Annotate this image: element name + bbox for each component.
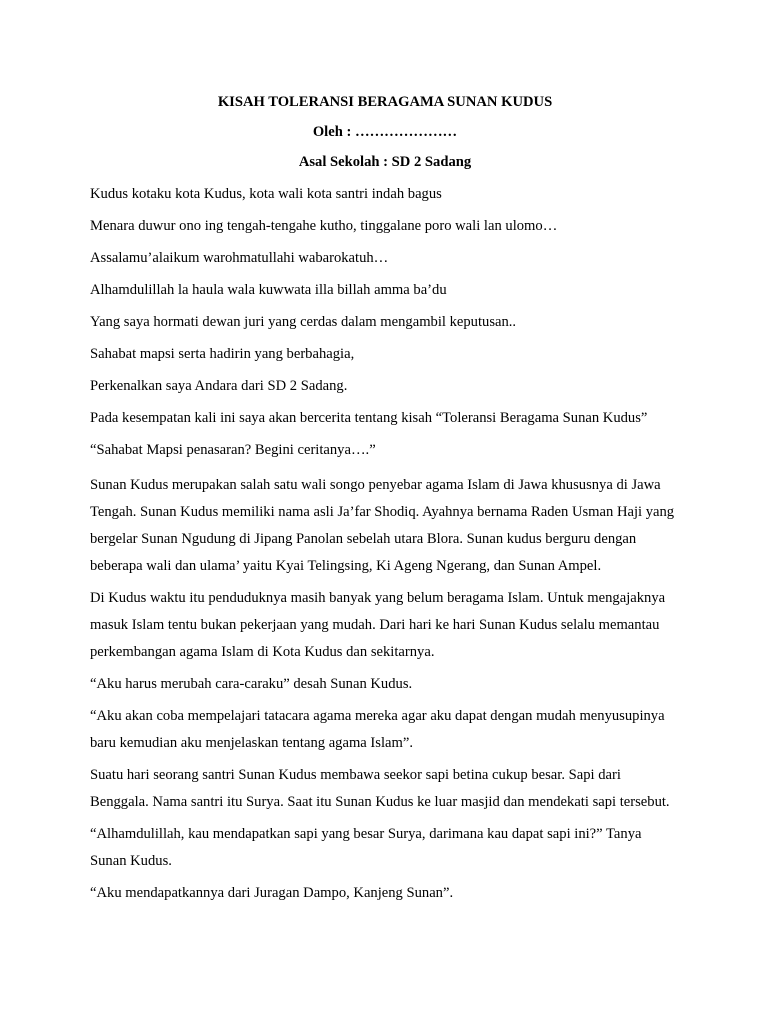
author-line: Oleh : …………………: [312, 124, 458, 140]
document-title: KISAH TOLERANSI BERAGAMA SUNAN KUDUS: [217, 94, 553, 110]
paragraph: “Aku harus merubah cara-caraku” desah Sunan Kudus.: [90, 676, 413, 692]
document-page: [90, 92, 680, 912]
paragraph: “Sahabat Mapsi penasaran? Begini ceritanya….”: [90, 442, 376, 458]
paragraph: Yang saya hormati dewan juri yang cerdas dalam mengambil keputusan..: [90, 314, 517, 330]
paragraph: Sunan Kudus merupakan salah satu wali songo penyebar agama Islam di Jawa khususnya di Jawa Tengah. Sunan Kudus memiliki nama asli Ja’far Shodiq. Ayahnya bernama Raden Usman Haji yang bergelar Sunan Ngudung di Jipang Panolan sebelah utara Blora. Sunan kudus berguru dengan beberapa wali dan ulama’ yaitu Kyai Telingsing, Ki Ageng Ngerang, dan Sunan Ampel.: [90, 477, 675, 574]
school-line: Asal Sekolah : SD 2 Sadang: [298, 154, 472, 170]
paragraph: Di Kudus waktu itu penduduknya masih banyak yang belum beragama Islam. Untuk mengajaknya masuk Islam tentu bukan pekerjaan yang mudah. Dari hari ke hari Sunan Kudus selalu memantau perkembangan agama Islam di Kota Kudus dan sekitarnya.: [90, 590, 666, 660]
paragraph: Pada kesempatan kali ini saya akan bercerita tentang kisah “Toleransi Beragama Sunan Kudus”: [90, 410, 648, 426]
paragraph: “Aku akan coba mempelajari tatacara agama mereka agar aku dapat dengan mudah menyusupinya baru kemudian aku menjelaskan tentang agama Islam”.: [90, 708, 665, 751]
paragraph: Assalamu’alaikum warohmatullahi wabarokatuh…: [90, 250, 389, 266]
paragraph: “Alhamdulillah, kau mendapatkan sapi yang besar Surya, darimana kau dapat sapi ini?” Tanya Sunan Kudus.: [90, 826, 642, 869]
paragraph: Perkenalkan saya Andara dari SD 2 Sadang.: [90, 378, 348, 394]
paragraph: Suatu hari seorang santri Sunan Kudus membawa seekor sapi betina cukup besar. Sapi dari Benggala. Nama santri itu Surya. Saat itu Sunan Kudus ke luar masjid dan mendekati sapi tersebut.: [90, 767, 670, 810]
paragraph: Alhamdulillah la haula wala kuwwata illa billah amma ba’du: [90, 282, 447, 298]
paragraph: Kudus kotaku kota Kudus, kota wali kota santri indah bagus: [90, 186, 442, 202]
paragraph: Sahabat mapsi serta hadirin yang berbahagia,: [90, 346, 355, 362]
paragraph: Menara duwur ono ing tengah-tengahe kutho, tinggalane poro wali lan ulomo…: [90, 218, 558, 234]
paragraph: “Aku mendapatkannya dari Juragan Dampo, Kanjeng Sunan”.: [90, 885, 454, 901]
